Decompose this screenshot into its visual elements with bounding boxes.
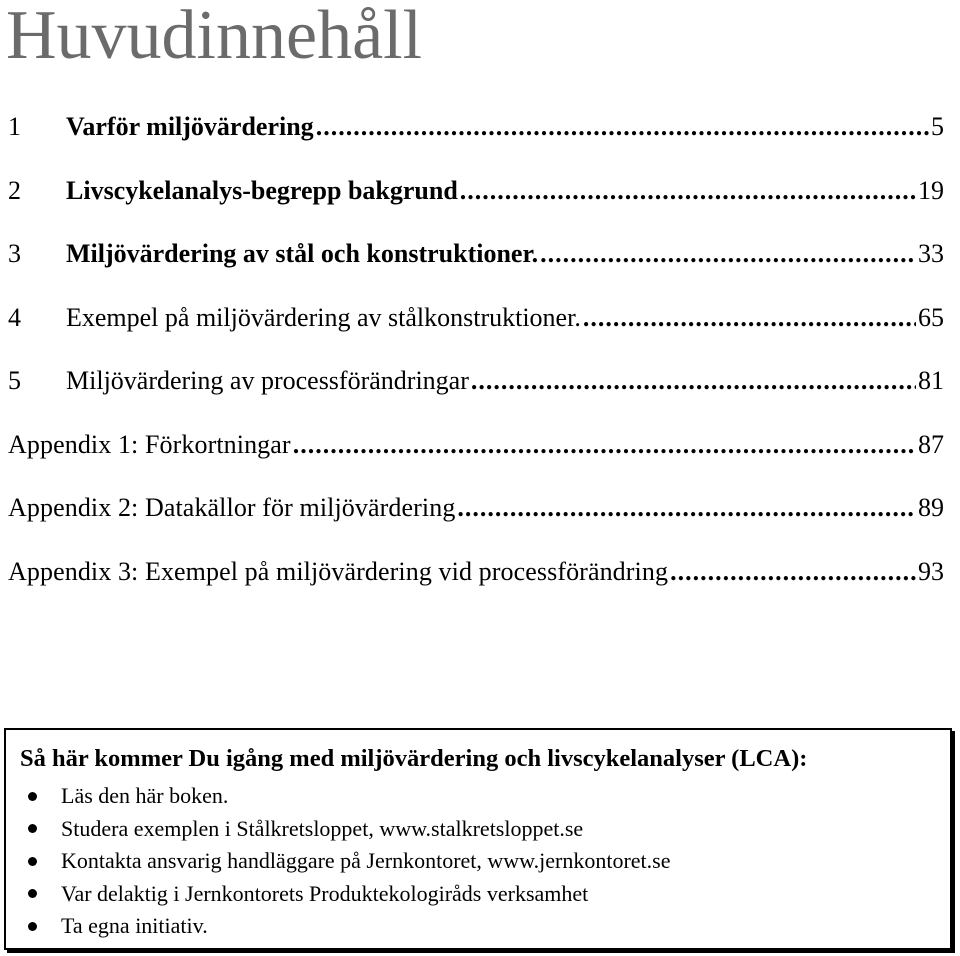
list-item-text: Läs den här boken. xyxy=(61,783,229,809)
toc-leader-dots xyxy=(457,485,916,531)
toc-leader-dots xyxy=(583,295,916,341)
toc-entry-number: 2 xyxy=(8,175,21,205)
toc-leader-dots xyxy=(670,549,916,595)
table-of-contents xyxy=(8,104,944,612)
list-item xyxy=(20,813,950,846)
toc-entry-2[interactable] xyxy=(8,168,944,232)
getting-started-box xyxy=(4,728,952,950)
toc-entry-page: 5 xyxy=(931,112,944,141)
toc-entry-label: Exempel på miljövärdering av stålkonstruktioner. xyxy=(66,302,581,332)
bullet-icon xyxy=(28,824,37,833)
toc-entry-label: Appendix 2: Datakällor för miljövärdering xyxy=(8,493,456,522)
toc-entry-number: 4 xyxy=(8,302,21,332)
toc-leader-dots xyxy=(460,168,916,214)
toc-entry-3[interactable] xyxy=(8,231,944,295)
toc-entry-number: 5 xyxy=(8,366,21,395)
toc-entry-page: 81 xyxy=(918,366,944,395)
toc-entry-label: Miljövärdering av stål och konstruktioner. xyxy=(66,239,539,268)
toc-entry-page: 87 xyxy=(918,429,944,459)
list-item xyxy=(20,910,950,943)
bullet-icon xyxy=(28,857,37,866)
toc-entry-page: 33 xyxy=(918,239,944,268)
toc-entry-1[interactable] xyxy=(8,104,944,168)
toc-entry-label: Appendix 3: Exempel på miljövärdering vid processförändring xyxy=(8,556,669,586)
bullet-icon xyxy=(28,889,37,898)
toc-entry-label: Varför miljövärdering xyxy=(66,112,314,141)
toc-entry-4[interactable] xyxy=(8,295,944,359)
toc-leader-dots xyxy=(293,422,916,468)
bullet-icon xyxy=(28,922,37,931)
toc-entry-page: 93 xyxy=(918,556,944,586)
toc-entry-number: 3 xyxy=(8,239,21,268)
toc-entry-page: 65 xyxy=(918,302,944,332)
toc-entry-label: Miljövärdering av processförändringar xyxy=(66,366,469,395)
toc-entry-appendix-3[interactable] xyxy=(8,549,944,613)
toc-entry-label: Livscykelanalys-begrepp bakgrund xyxy=(66,175,458,205)
toc-entry-page: 19 xyxy=(918,175,944,205)
list-item-text: Kontakta ansvarig handläggare på Jernkontoret, www.jernkontoret.se xyxy=(61,848,671,874)
list-item-text: Ta egna initiativ. xyxy=(61,913,208,939)
toc-leader-dots xyxy=(316,104,929,150)
list-item xyxy=(20,845,950,878)
toc-entry-label: Appendix 1: Förkortningar xyxy=(8,429,291,459)
bullet-icon xyxy=(28,792,37,801)
toc-entry-page: 89 xyxy=(918,493,944,522)
toc-leader-dots xyxy=(471,358,916,404)
toc-entry-5[interactable] xyxy=(8,358,944,422)
list-item xyxy=(20,878,950,911)
getting-started-list xyxy=(20,780,950,943)
toc-leader-dots xyxy=(540,231,916,277)
toc-entry-appendix-1[interactable] xyxy=(8,422,944,486)
list-item xyxy=(20,780,950,813)
page-title: Huvudinnehåll xyxy=(6,0,423,74)
toc-entry-appendix-2[interactable] xyxy=(8,485,944,549)
getting-started-heading: Så här kommer Du igång med miljövärdering och livscykelanalyser (LCA): xyxy=(20,745,808,772)
toc-entry-number: 1 xyxy=(8,112,21,141)
list-item-text: Studera exemplen i Stålkretsloppet, www.stalkretsloppet.se xyxy=(61,815,584,841)
list-item-text: Var delaktig i Jernkontorets Produktekologiråds verksamhet xyxy=(61,880,589,906)
